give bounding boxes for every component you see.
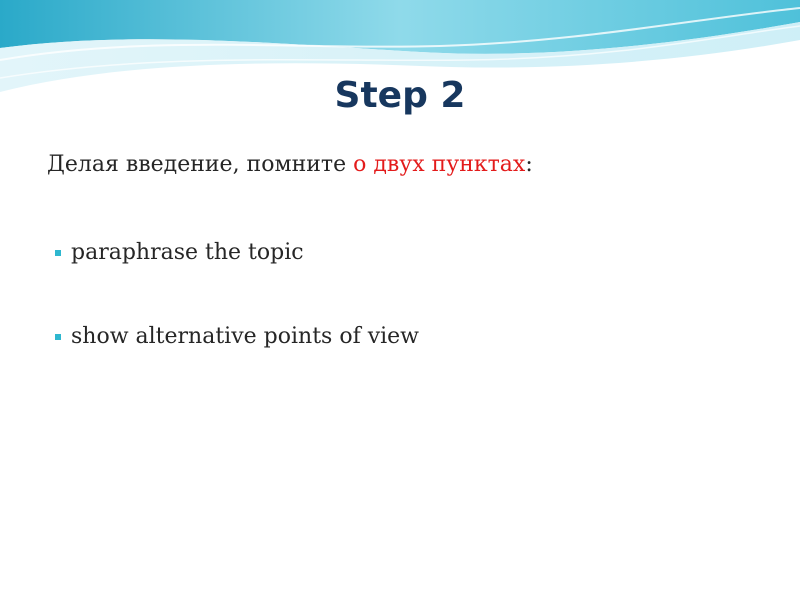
bullet-list [47,236,419,404]
bullet-label: show alternative points of view [71,324,420,349]
intro-text [47,148,533,182]
bullet-item-paraphrase [47,236,419,270]
slide-title: Step 2 [334,75,466,116]
bullet-label: paraphrase the topic [71,240,304,265]
intro-text-before: Делая введение, помните [47,152,354,177]
square-bullet-icon [55,334,61,340]
bullet-item-alternative-views [47,320,419,354]
intro-text-highlight: о двух пунктах [353,152,526,177]
square-bullet-icon [55,250,61,256]
intro-text-after: : [525,152,533,177]
